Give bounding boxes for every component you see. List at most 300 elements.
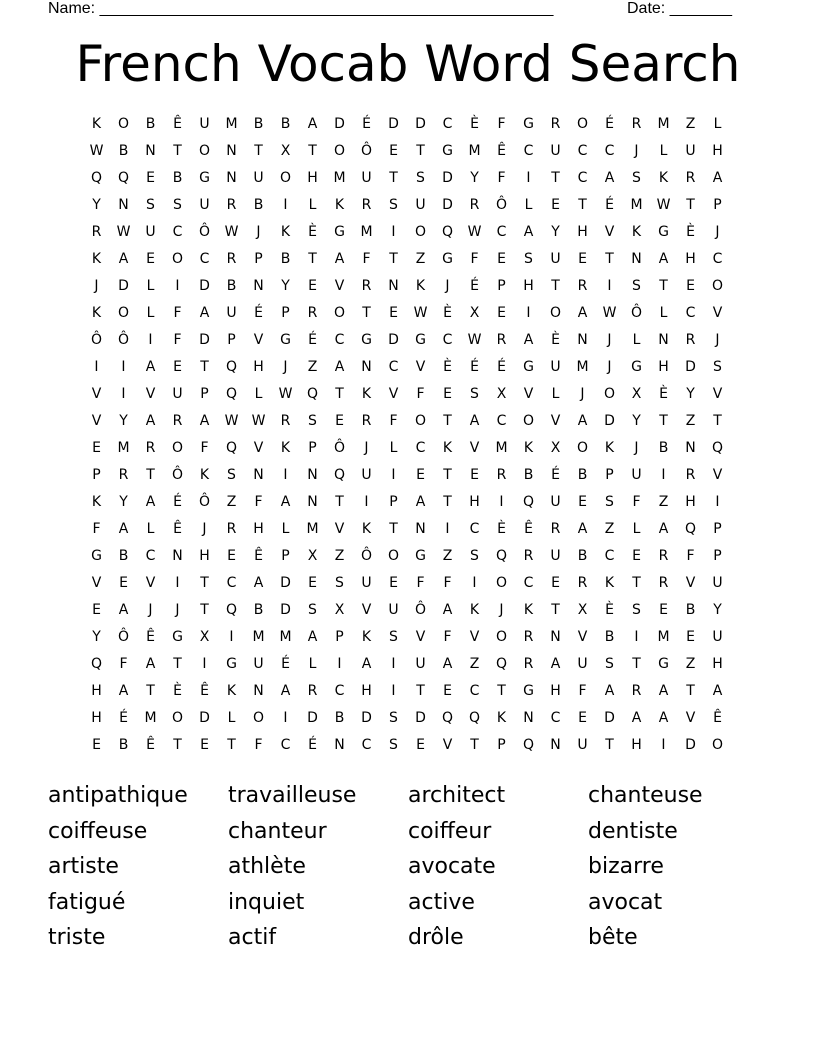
grid-letter: T bbox=[389, 251, 398, 267]
grid-letter: U bbox=[361, 170, 372, 186]
grid-letter: Y bbox=[92, 629, 101, 645]
grid-letter: H bbox=[253, 359, 264, 375]
grid-letter: U bbox=[685, 143, 696, 159]
grid-letter: N bbox=[253, 278, 264, 294]
grid-letter: È bbox=[605, 602, 614, 618]
grid-letter: N bbox=[226, 170, 237, 186]
grid-letter: A bbox=[577, 521, 588, 537]
grid-letter: Q bbox=[711, 440, 724, 456]
grid-letter: V bbox=[712, 467, 723, 483]
grid-letter: G bbox=[91, 548, 102, 564]
grid-letter: C bbox=[712, 251, 723, 267]
grid-letter: S bbox=[416, 170, 425, 186]
grid-letter: Q bbox=[441, 710, 454, 726]
grid-letter: T bbox=[416, 683, 425, 699]
grid-letter: P bbox=[335, 629, 344, 645]
grid-letter: P bbox=[281, 548, 290, 564]
grid-letter: V bbox=[577, 629, 588, 645]
grid-letter: N bbox=[253, 467, 264, 483]
grid-letter: M bbox=[279, 629, 292, 645]
grid-letter: C bbox=[334, 683, 345, 699]
grid-letter: A bbox=[145, 413, 156, 429]
grid-letter: U bbox=[577, 737, 588, 753]
grid-letter: V bbox=[253, 440, 264, 456]
grid-letter: E bbox=[416, 737, 425, 753]
grid-letter: I bbox=[472, 575, 477, 591]
grid-row bbox=[83, 169, 731, 196]
grid-letter: G bbox=[442, 143, 453, 159]
grid-letter: J bbox=[499, 602, 504, 618]
grid-letter: S bbox=[308, 602, 317, 618]
grid-letter: V bbox=[685, 710, 696, 726]
grid-letter: É bbox=[551, 467, 560, 483]
grid-letter: E bbox=[497, 305, 506, 321]
grid-letter: F bbox=[497, 116, 506, 132]
grid-letter: K bbox=[496, 710, 507, 726]
grid-letter: K bbox=[280, 440, 291, 456]
grid-letter: B bbox=[172, 170, 183, 186]
grid-letter: U bbox=[226, 305, 237, 321]
grid-letter: F bbox=[389, 413, 398, 429]
grid-letter: V bbox=[685, 575, 696, 591]
grid-letter: É bbox=[119, 710, 128, 726]
grid-letter: I bbox=[94, 359, 99, 375]
grid-letter: V bbox=[91, 575, 102, 591]
grid-row bbox=[83, 601, 731, 628]
grid-letter: O bbox=[495, 629, 508, 645]
grid-letter: X bbox=[280, 143, 291, 159]
grid-letter: L bbox=[308, 656, 317, 672]
grid-letter: M bbox=[225, 116, 238, 132]
grid-letter: J bbox=[256, 224, 261, 240]
grid-letter: A bbox=[361, 656, 372, 672]
grid-letter: V bbox=[550, 413, 561, 429]
grid-letter: K bbox=[604, 575, 615, 591]
grid-letter: Ô bbox=[90, 332, 103, 348]
grid-letter: C bbox=[469, 683, 480, 699]
grid-letter: W bbox=[278, 386, 293, 402]
grid-letter: R bbox=[658, 548, 669, 564]
word-bank-item: bête bbox=[588, 925, 638, 950]
grid-letter: Ê bbox=[713, 710, 722, 726]
grid-letter: S bbox=[470, 548, 479, 564]
grid-letter: R bbox=[496, 332, 507, 348]
grid-letter: V bbox=[361, 602, 372, 618]
grid-letter: T bbox=[605, 251, 614, 267]
grid-letter: E bbox=[389, 305, 398, 321]
grid-letter: U bbox=[172, 386, 183, 402]
grid-letter: C bbox=[334, 332, 345, 348]
grid-letter: F bbox=[416, 575, 425, 591]
grid-letter: Q bbox=[333, 467, 346, 483]
grid-letter: H bbox=[307, 170, 318, 186]
grid-letter: A bbox=[631, 710, 642, 726]
grid-letter: S bbox=[713, 359, 722, 375]
grid-row bbox=[83, 277, 731, 304]
grid-letter: Y bbox=[119, 494, 128, 510]
grid-letter: H bbox=[91, 683, 102, 699]
grid-letter: N bbox=[253, 683, 264, 699]
grid-letter: B bbox=[685, 602, 696, 618]
grid-letter: R bbox=[145, 440, 156, 456]
grid-letter: M bbox=[252, 629, 265, 645]
grid-letter: W bbox=[467, 224, 482, 240]
grid-letter: D bbox=[685, 359, 696, 375]
grid-letter: A bbox=[145, 359, 156, 375]
grid-letter: T bbox=[227, 737, 236, 753]
grid-letter: F bbox=[92, 521, 101, 537]
grid-letter: P bbox=[497, 737, 506, 753]
grid-letter: É bbox=[605, 116, 614, 132]
grid-letter: E bbox=[551, 575, 560, 591]
grid-letter: L bbox=[254, 386, 263, 402]
grid-letter: L bbox=[281, 521, 290, 537]
grid-letter: R bbox=[631, 683, 642, 699]
grid-row bbox=[83, 682, 731, 709]
word-bank-item: bizarre bbox=[588, 854, 664, 879]
grid-letter: U bbox=[712, 629, 723, 645]
word-bank-item: antipathique bbox=[48, 783, 188, 808]
grid-letter: K bbox=[604, 440, 615, 456]
grid-letter: I bbox=[121, 359, 126, 375]
grid-letter: Ô bbox=[333, 440, 346, 456]
grid-letter: È bbox=[551, 332, 560, 348]
grid-letter: E bbox=[308, 575, 317, 591]
grid-letter: Ô bbox=[117, 332, 130, 348]
word-bank-item: coiffeur bbox=[408, 818, 492, 844]
grid-letter: È bbox=[686, 224, 695, 240]
grid-letter: J bbox=[94, 278, 99, 294]
grid-letter: E bbox=[578, 251, 587, 267]
grid-letter: H bbox=[577, 224, 588, 240]
grid-letter: M bbox=[468, 143, 481, 159]
grid-letter: I bbox=[391, 656, 396, 672]
grid-letter: G bbox=[658, 224, 669, 240]
grid-letter: G bbox=[442, 251, 453, 267]
grid-letter: A bbox=[199, 305, 210, 321]
word-bank-item: chanteuse bbox=[588, 783, 703, 808]
grid-letter: T bbox=[578, 197, 587, 213]
grid-letter: H bbox=[253, 521, 264, 537]
grid-letter: I bbox=[607, 278, 612, 294]
grid-letter: H bbox=[550, 683, 561, 699]
grid-letter: A bbox=[523, 332, 534, 348]
grid-letter: P bbox=[605, 467, 614, 483]
grid-letter: T bbox=[389, 170, 398, 186]
grid-letter: Q bbox=[522, 737, 535, 753]
grid-letter: P bbox=[281, 305, 290, 321]
grid-letter: K bbox=[226, 683, 237, 699]
grid-letter: D bbox=[280, 602, 291, 618]
grid-letter: F bbox=[173, 332, 182, 348]
grid-letter: E bbox=[686, 278, 695, 294]
grid-letter: L bbox=[713, 116, 722, 132]
grid-letter: M bbox=[117, 440, 130, 456]
word-bank-item: coiffeuse bbox=[48, 818, 148, 844]
grid-letter: É bbox=[281, 656, 290, 672]
grid-letter: L bbox=[227, 710, 236, 726]
grid-letter: S bbox=[308, 413, 317, 429]
page-title: French Vocab Word Search bbox=[75, 35, 741, 93]
grid-letter: D bbox=[442, 170, 453, 186]
grid-letter: É bbox=[497, 359, 506, 375]
grid-letter: R bbox=[685, 332, 696, 348]
grid-letter: O bbox=[333, 305, 346, 321]
grid-letter: B bbox=[253, 602, 264, 618]
grid-letter: O bbox=[252, 710, 265, 726]
grid-letter: J bbox=[175, 602, 180, 618]
grid-letter: P bbox=[713, 521, 722, 537]
grid-letter: X bbox=[307, 548, 318, 564]
grid-letter: E bbox=[92, 440, 101, 456]
grid-letter: T bbox=[173, 143, 182, 159]
grid-row bbox=[83, 466, 731, 493]
grid-letter: È bbox=[497, 521, 506, 537]
grid-letter: Ô bbox=[117, 629, 130, 645]
grid-letter: K bbox=[91, 494, 102, 510]
grid-letter: O bbox=[387, 548, 400, 564]
grid-letter: É bbox=[362, 116, 371, 132]
grid-letter: F bbox=[443, 629, 452, 645]
grid-letter: B bbox=[658, 440, 669, 456]
grid-letter: Ê bbox=[254, 548, 263, 564]
grid-row bbox=[83, 574, 731, 601]
word-bank-item: inquiet bbox=[228, 889, 305, 915]
grid-letter: Y bbox=[551, 224, 560, 240]
grid-letter: U bbox=[550, 494, 561, 510]
grid-letter: H bbox=[199, 548, 210, 564]
grid-letter: E bbox=[173, 359, 182, 375]
grid-letter: A bbox=[145, 494, 156, 510]
grid-letter: K bbox=[91, 116, 102, 132]
grid-letter: G bbox=[172, 629, 183, 645]
grid-letter: P bbox=[254, 251, 263, 267]
grid-letter: T bbox=[605, 737, 614, 753]
grid-letter: Q bbox=[117, 170, 130, 186]
grid-letter: Ô bbox=[360, 143, 373, 159]
grid-letter: K bbox=[523, 602, 534, 618]
grid-letter: Ê bbox=[146, 629, 155, 645]
grid-letter: E bbox=[416, 467, 425, 483]
grid-letter: R bbox=[226, 251, 237, 267]
grid-letter: F bbox=[119, 656, 128, 672]
grid-letter: U bbox=[253, 656, 264, 672]
grid-letter: P bbox=[713, 197, 722, 213]
grid-letter: O bbox=[171, 710, 184, 726]
grid-letter: J bbox=[607, 359, 612, 375]
grid-letter: V bbox=[415, 629, 426, 645]
grid-letter: E bbox=[443, 386, 452, 402]
grid-letter: C bbox=[145, 548, 156, 564]
grid-letter: Z bbox=[685, 656, 696, 672]
grid-letter: A bbox=[253, 575, 264, 591]
grid-letter: B bbox=[145, 116, 156, 132]
grid-letter: L bbox=[551, 386, 560, 402]
grid-letter: Q bbox=[495, 548, 508, 564]
grid-letter: T bbox=[443, 413, 452, 429]
grid-letter: Ê bbox=[146, 737, 155, 753]
grid-letter: D bbox=[199, 332, 210, 348]
word-bank-item: athlète bbox=[228, 854, 306, 879]
grid-letter: O bbox=[414, 224, 427, 240]
grid-letter: Ô bbox=[414, 602, 427, 618]
grid-letter: T bbox=[173, 656, 182, 672]
grid-letter: P bbox=[200, 386, 209, 402]
grid-letter: E bbox=[146, 170, 155, 186]
grid-row bbox=[83, 196, 731, 223]
grid-letter: E bbox=[497, 251, 506, 267]
grid-letter: R bbox=[685, 467, 696, 483]
grid-letter: B bbox=[118, 737, 129, 753]
grid-letter: S bbox=[173, 197, 182, 213]
grid-letter: B bbox=[577, 548, 588, 564]
grid-letter: U bbox=[631, 467, 642, 483]
grid-letter: S bbox=[605, 656, 614, 672]
grid-letter: T bbox=[254, 143, 263, 159]
grid-letter: S bbox=[335, 575, 344, 591]
grid-letter: T bbox=[335, 386, 344, 402]
grid-letter: G bbox=[523, 683, 534, 699]
grid-row bbox=[83, 142, 731, 169]
grid-letter: G bbox=[658, 656, 669, 672]
grid-letter: É bbox=[470, 359, 479, 375]
grid-letter: A bbox=[577, 413, 588, 429]
grid-letter: E bbox=[227, 548, 236, 564]
grid-letter: N bbox=[550, 629, 561, 645]
grid-letter: E bbox=[632, 548, 641, 564]
grid-letter: M bbox=[576, 359, 589, 375]
grid-letter: W bbox=[467, 332, 482, 348]
grid-letter: Q bbox=[468, 710, 481, 726]
grid-letter: X bbox=[469, 305, 480, 321]
grid-letter: J bbox=[607, 332, 612, 348]
grid-letter: Ô bbox=[360, 548, 373, 564]
grid-letter: R bbox=[523, 656, 534, 672]
grid-letter: D bbox=[199, 278, 210, 294]
grid-letter: Q bbox=[441, 224, 454, 240]
grid-letter: B bbox=[523, 467, 534, 483]
grid-row bbox=[83, 547, 731, 574]
grid-letter: O bbox=[522, 413, 535, 429]
grid-letter: R bbox=[361, 278, 372, 294]
grid-letter: K bbox=[361, 386, 372, 402]
grid-letter: V bbox=[469, 440, 480, 456]
grid-letter: Q bbox=[90, 656, 103, 672]
grid-letter: R bbox=[523, 548, 534, 564]
grid-letter: N bbox=[658, 332, 669, 348]
grid-letter: Y bbox=[713, 602, 722, 618]
grid-letter: V bbox=[253, 332, 264, 348]
grid-letter: C bbox=[523, 143, 534, 159]
grid-letter: A bbox=[577, 305, 588, 321]
grid-letter: J bbox=[715, 332, 720, 348]
grid-letter: C bbox=[226, 575, 237, 591]
grid-letter: L bbox=[632, 332, 641, 348]
grid-letter: B bbox=[604, 629, 615, 645]
grid-letter: S bbox=[389, 710, 398, 726]
grid-letter: T bbox=[146, 467, 155, 483]
grid-letter: A bbox=[307, 116, 318, 132]
grid-row bbox=[83, 304, 731, 331]
grid-letter: M bbox=[657, 629, 670, 645]
grid-letter: A bbox=[712, 683, 723, 699]
grid-letter: K bbox=[280, 224, 291, 240]
grid-letter: G bbox=[631, 359, 642, 375]
grid-letter: I bbox=[364, 494, 369, 510]
grid-letter: U bbox=[550, 548, 561, 564]
grid-letter: I bbox=[283, 467, 288, 483]
grid-letter: T bbox=[200, 359, 209, 375]
grid-letter: S bbox=[632, 170, 641, 186]
grid-letter: O bbox=[198, 143, 211, 159]
grid-letter: M bbox=[360, 224, 373, 240]
grid-letter: M bbox=[306, 521, 319, 537]
grid-letter: M bbox=[657, 116, 670, 132]
grid-letter: C bbox=[442, 116, 453, 132]
grid-letter: T bbox=[308, 251, 317, 267]
grid-letter: F bbox=[578, 683, 587, 699]
grid-letter: D bbox=[388, 116, 399, 132]
word-bank bbox=[48, 780, 768, 958]
grid-letter: U bbox=[415, 197, 426, 213]
grid-letter: C bbox=[199, 251, 210, 267]
grid-letter: S bbox=[389, 197, 398, 213]
grid-letter: Q bbox=[225, 440, 238, 456]
grid-letter: E bbox=[308, 278, 317, 294]
grid-letter: T bbox=[686, 683, 695, 699]
word-bank-item: dentiste bbox=[588, 818, 678, 844]
grid-letter: O bbox=[711, 278, 724, 294]
grid-letter: U bbox=[361, 467, 372, 483]
grid-letter: U bbox=[550, 359, 561, 375]
grid-letter: O bbox=[117, 305, 130, 321]
grid-letter: N bbox=[118, 197, 129, 213]
grid-letter: G bbox=[523, 359, 534, 375]
grid-letter: T bbox=[551, 170, 560, 186]
grid-letter: G bbox=[280, 332, 291, 348]
grid-letter: T bbox=[659, 278, 668, 294]
grid-letter: I bbox=[634, 629, 639, 645]
grid-letter: È bbox=[470, 116, 479, 132]
word-bank-item: actif bbox=[228, 925, 277, 950]
grid-letter: G bbox=[415, 548, 426, 564]
grid-letter: C bbox=[172, 224, 183, 240]
grid-letter: N bbox=[550, 737, 561, 753]
grid-letter: X bbox=[199, 629, 210, 645]
grid-letter: V bbox=[145, 386, 156, 402]
grid-letter: O bbox=[279, 170, 292, 186]
grid-letter: F bbox=[362, 251, 371, 267]
grid-letter: W bbox=[602, 305, 617, 321]
grid-row bbox=[83, 655, 731, 682]
grid-letter: Z bbox=[334, 548, 345, 564]
grid-letter: È bbox=[443, 305, 452, 321]
grid-letter: A bbox=[118, 602, 129, 618]
grid-letter: N bbox=[226, 143, 237, 159]
grid-letter: E bbox=[335, 413, 344, 429]
grid-letter: T bbox=[416, 143, 425, 159]
grid-letter: É bbox=[470, 278, 479, 294]
grid-letter: W bbox=[89, 143, 104, 159]
grid-letter: N bbox=[415, 521, 426, 537]
grid-letter: L bbox=[632, 521, 641, 537]
grid-letter: É bbox=[605, 197, 614, 213]
grid-letter: X bbox=[496, 386, 507, 402]
grid-letter: W bbox=[224, 413, 239, 429]
grid-letter: A bbox=[280, 494, 291, 510]
grid-letter: E bbox=[146, 251, 155, 267]
grid-letter: T bbox=[497, 683, 506, 699]
